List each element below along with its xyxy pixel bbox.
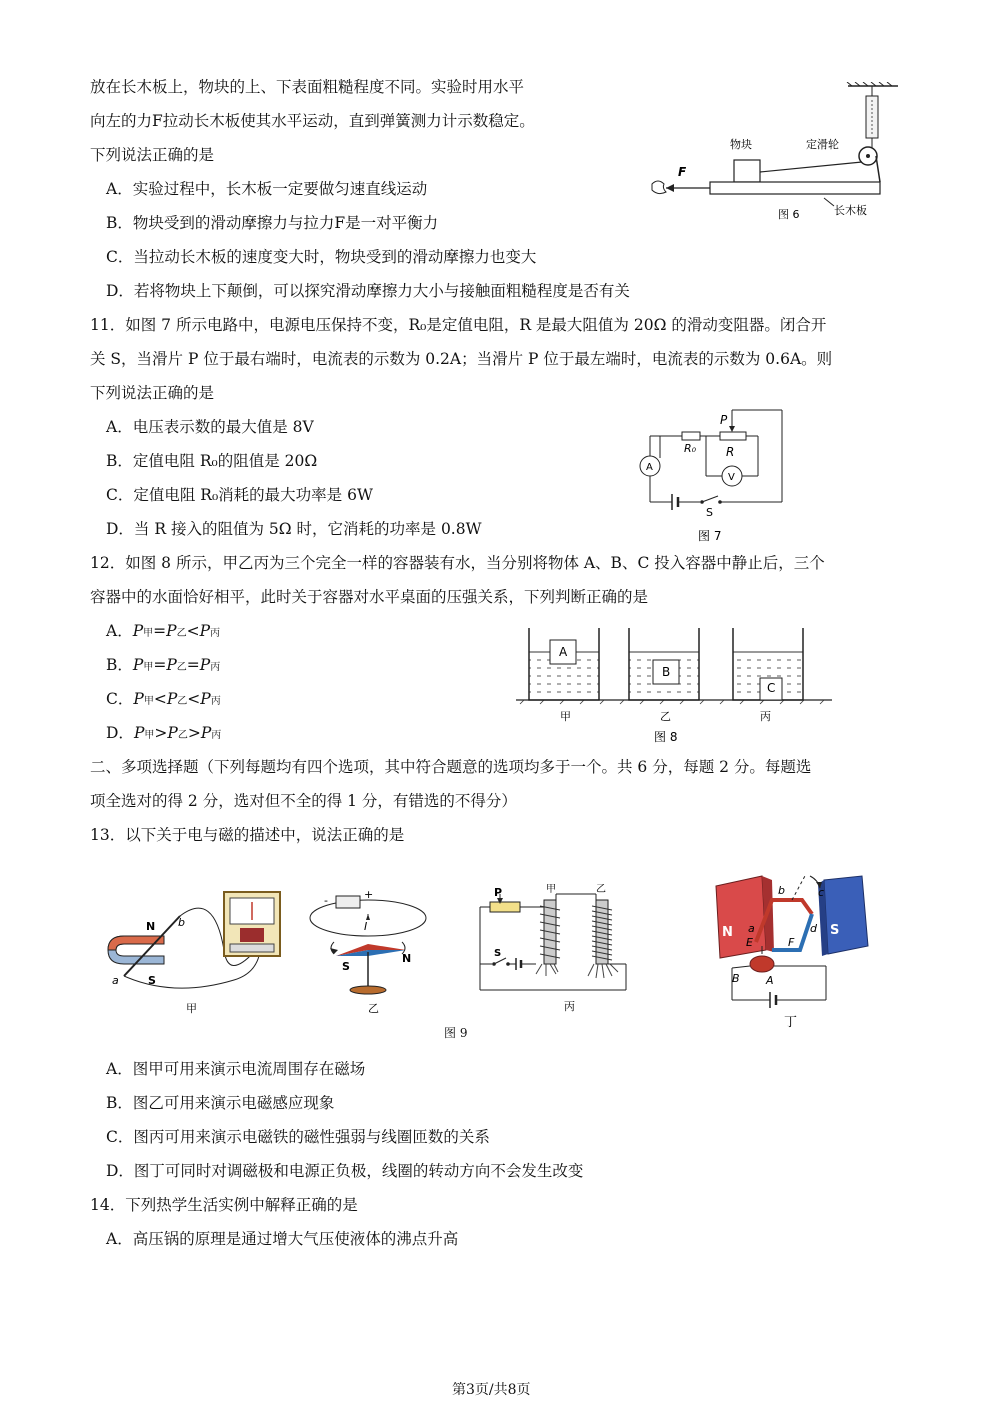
q12-option-d: D．P甲>P乙>P丙 [106,724,222,742]
fig9-yi-n-label: N [402,952,412,965]
fig9-ding-n-label: N [722,925,733,940]
fig9-bing-s-label: S [494,948,502,959]
q13-option-c: C．图丙可用来演示电磁铁的磁性强弱与线圈匝数的关系 [106,1128,490,1146]
fig9-ding-s-label: S [830,923,840,938]
q12-text-line2: 容器中的水面恰好相平，此时关于容器对水平桌面的压强关系，下列判断正确的是 [90,588,649,606]
fig6-block-label: 物块 [730,138,752,151]
section2-heading-line2: 项全选对的得 2 分，选对但不全的得 1 分，有错选的不得分） [90,792,517,810]
q10-text-line2: 向左的力F拉动长木板使其水平运动，直到弹簧测力计示数稳定。 [90,112,535,130]
q11-option-b: B．定值电阻 R₀的阻值是 20Ω [106,452,318,470]
q13-option-d: D．图丁可同时对调磁极和电源正负极，线圈的转动方向不会发生改变 [106,1162,584,1180]
q11-option-a: A．电压表示数的最大值是 8V [106,418,314,436]
fig9-jia-b-label: b [178,916,185,929]
fig6-board-label: 长木板 [834,204,867,217]
q11-option-d: D．当 R 接入的阻值为 5Ω 时，它消耗的功率是 0.8W [106,520,482,538]
fig6-pulley-label: 定滑轮 [806,138,839,151]
q11-text-line2: 关 S，当滑片 P 位于最右端时，电流表的示数为 0.2A；当滑片 P 位于最左端时，电流表的示数为 0.6A。则 [90,350,833,368]
page-footer: 第3页/共8页 [452,1382,531,1398]
fig9-bing-label: 丙 [564,1000,575,1013]
fig9-yi-current-label: I [364,920,368,933]
figure-8-containers [516,624,836,746]
fig9-ding-aa-label: A [766,974,774,987]
fig9-ding-c-label: c [818,886,825,899]
q10-option-a: A．实验过程中，长木板一定要做匀速直线运动 [106,180,428,198]
fig9-yi-label: 乙 [368,1002,379,1015]
fig9-bing-magnet2-label: 乙 [596,884,606,895]
q12-option-c: C．P甲<P乙<P丙 [106,690,221,708]
fig8-container-bing-label: 丙 [760,710,771,723]
section2-heading-line1: 二、多项选择题（下列每题均有四个选项，其中符合题意的选项均多于一个。共 6 分，每题 2 分。每题选 [90,758,812,776]
fig9-yi-minus-label: - [324,894,328,907]
figure-6-friction-setup [648,82,910,224]
fig7-ammeter-label: A [646,462,653,473]
fig7-switch-label: S [706,506,713,519]
fig9-yi-s-label: S [342,960,350,973]
q12-option-b: B．P甲=P乙=P丙 [106,656,221,674]
figure-9-bing [476,884,632,1016]
fig9-bing-magnet1-label: 甲 [546,884,556,895]
q11-option-c: C．定值电阻 R₀消耗的最大功率是 6W [106,486,373,504]
fig9-jia-s-label: S [148,974,156,987]
q12-option-a: A．P甲=P乙<P丙 [106,622,221,640]
q10-text-line1: 放在长木板上，物块的上、下表面粗糙程度不同。实验时用水平 [90,78,525,96]
fig9-yi-plus-label: + [364,888,374,901]
figure-9-ding [712,866,872,1030]
fig9-ding-e-label: E [746,936,753,949]
fig7-slider-label: P [720,413,728,427]
fig9-ding-a-label: a [748,922,755,935]
fig9-bing-p-label: P [494,886,503,899]
fig8-container-yi-label: 乙 [660,710,671,723]
q10-text-line3: 下列说法正确的是 [90,146,215,164]
q11-text-line3: 下列说法正确的是 [90,384,215,402]
fig6-force-label: F [678,165,687,179]
q10-option-b: B．物块受到的滑动摩擦力与拉力F是一对平衡力 [106,214,439,232]
q13-stem: 13．以下关于电与磁的描述中，说法正确的是 [90,826,405,844]
fig9-jia-label: 甲 [186,1002,197,1015]
fig9-jia-a-label: a [112,974,119,987]
fig9-jia-n-label: N [146,920,156,933]
q12-text-line1: 12．如图 8 所示，甲乙丙为三个完全一样的容器装有水，当分别将物体 A、B、C 投入容器中静止后，三个 [90,554,825,572]
q13-option-a: A．图甲可用来演示电流周围存在磁场 [106,1060,366,1078]
fig7-voltmeter-label: V [728,472,735,483]
q10-option-c: C．当拉动长木板的速度变大时，物块受到的滑动摩擦力也变大 [106,248,537,266]
fig6-caption: 图 6 [778,208,800,221]
fig9-ding-f-label: F [788,936,795,949]
fig9-ding-d-label: d [810,922,817,935]
figure-7-circuit [632,406,792,546]
q11-text-line1: 11．如图 7 所示电路中，电源电压保持不变，R₀是定值电阻，R 是最大阻值为 20Ω 的滑动变阻器。闭合开 [90,316,827,334]
fig9-ding-label: 丁 [784,1015,798,1030]
fig7-r-label: R [726,445,735,459]
q14-option-a: A．高压锅的原理是通过增大气压使液体的沸点升高 [106,1230,459,1248]
fig8-object-a-label: A [559,645,568,659]
q10-option-d: D．若将物块上下颠倒，可以探究滑动摩擦力大小与接触面粗糙程度是否有关 [106,282,630,300]
figure-9-yi [306,884,436,1016]
q13-option-b: B．图乙可用来演示电磁感应现象 [106,1094,335,1112]
fig7-r0-label: R₀ [684,442,697,455]
figure-9-jia [104,880,284,1020]
fig8-object-b-label: B [662,665,671,679]
fig9-ding-b-label: b [778,884,785,897]
fig8-caption: 图 8 [654,730,678,744]
q14-stem: 14．下列热学生活实例中解释正确的是 [90,1196,358,1214]
fig7-caption: 图 7 [698,529,722,543]
fig9-ding-bb-label: B [732,972,740,985]
figure-9-caption: 图 9 [444,1026,468,1040]
fig8-container-jia-label: 甲 [560,710,571,723]
fig8-object-c-label: C [767,681,776,695]
